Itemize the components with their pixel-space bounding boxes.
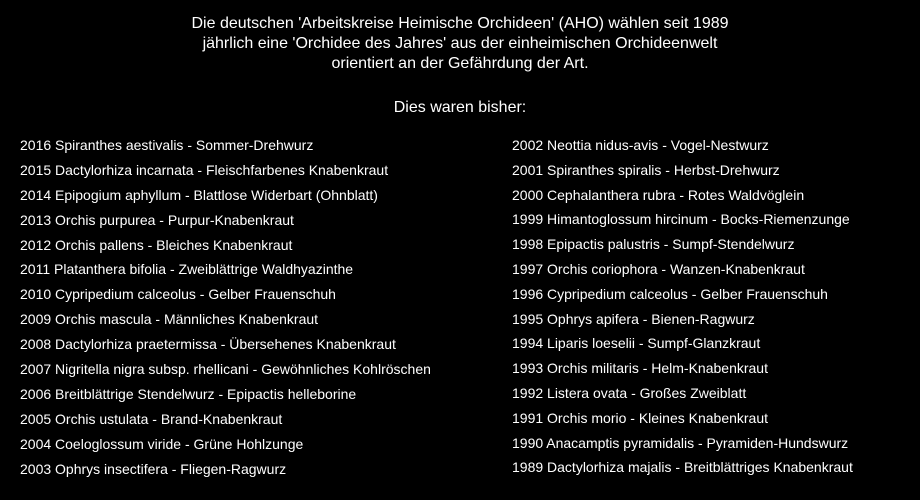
orchid-list-item: 2011 Platanthera bifolia - Zweiblättrige Waldhyazinthe xyxy=(20,261,354,278)
orchid-list-item: 2007 Nigritella nigra subsp. rhellicani - Gewöhnliches Kohlröschen xyxy=(20,361,431,378)
orchid-list-item: 1997 Orchis coriophora - Wanzen-Knabenkraut xyxy=(512,260,805,277)
orchid-list-left xyxy=(20,136,500,484)
intro-line: Die deutschen 'Arbeitskreise Heimische Orchideen' (AHO) wählen seit 1989 xyxy=(191,15,729,32)
intro-line: jährlich eine 'Orchidee des Jahres' aus der einheimischen Orchideenwelt xyxy=(202,35,718,52)
orchid-list-item: 2002 Neottia nidus-avis - Vogel-Nestwurz xyxy=(512,137,769,153)
orchid-list-item: 1995 Ophrys apifera - Bienen-Ragwurz xyxy=(512,310,755,327)
intro-text xyxy=(0,14,920,74)
orchid-list-item: 1992 Listera ovata - Großes Zweiblatt xyxy=(512,384,747,401)
orchid-list-item: 2000 Cephalanthera rubra - Rotes Waldvöglein xyxy=(512,186,805,203)
orchid-list-item: 2001 Spiranthes spiralis - Herbst-Drehwurz xyxy=(512,161,780,178)
list-heading: Dies waren bisher: xyxy=(393,99,527,116)
orchid-list-item: 2014 Epipogium aphyllum - Blattlose Widerbart (Ohnblatt) xyxy=(20,186,378,203)
orchid-list-item: 1990 Anacamptis pyramidalis - Pyramiden-Hundswurz xyxy=(512,434,849,451)
orchid-list-item: 2003 Ophrys insectifera - Fliegen-Ragwurz xyxy=(20,460,287,477)
orchid-list-item: 1991 Orchis morio - Kleines Knabenkraut xyxy=(512,409,769,426)
orchid-list-item: 2016 Spiranthes aestivalis - Sommer-Drehwurz xyxy=(20,137,314,153)
orchid-list-item: 1989 Dactylorhiza majalis - Breitblättriges Knabenkraut xyxy=(512,459,853,476)
orchid-list-item: 2004 Coeloglossum viride - Grüne Hohlzunge xyxy=(20,435,304,452)
orchid-list-item: 1996 Cypripedium calceolus - Gelber Frauenschuh xyxy=(512,285,828,302)
intro-line: orientiert an der Gefährdung der Art. xyxy=(331,55,589,72)
orchid-list-item: 2013 Orchis purpurea - Purpur-Knabenkraut xyxy=(20,211,294,228)
orchid-list-item: 1998 Epipactis palustris - Sumpf-Stendelwurz xyxy=(512,236,795,253)
orchid-list-item: 2006 Breitblättrige Stendelwurz - Epipactis helleborine xyxy=(20,385,357,402)
orchid-list-item: 2009 Orchis mascula - Männliches Knabenkraut xyxy=(20,311,319,328)
orchid-list-item: 1994 Liparis loeselii - Sumpf-Glanzkraut xyxy=(512,335,761,352)
orchid-list-item: 2012 Orchis pallens - Bleiches Knabenkraut xyxy=(20,236,293,253)
orchid-list-right xyxy=(512,136,912,483)
orchid-list-item: 2015 Dactylorhiza incarnata - Fleischfarbenes Knabenkraut xyxy=(20,161,389,178)
orchid-list-item: 2005 Orchis ustulata - Brand-Knabenkraut xyxy=(20,410,283,427)
orchid-list-item: 2010 Cypripedium calceolus - Gelber Frauenschuh xyxy=(20,286,336,303)
orchid-list-item: 1999 Himantoglossum hircinum - Bocks-Riemenzunge xyxy=(512,211,850,228)
orchid-list-item: 1993 Orchis militaris - Helm-Knabenkraut xyxy=(512,360,768,377)
orchid-list-item: 2008 Dactylorhiza praetermissa - Übersehenes Knabenkraut xyxy=(20,336,396,353)
